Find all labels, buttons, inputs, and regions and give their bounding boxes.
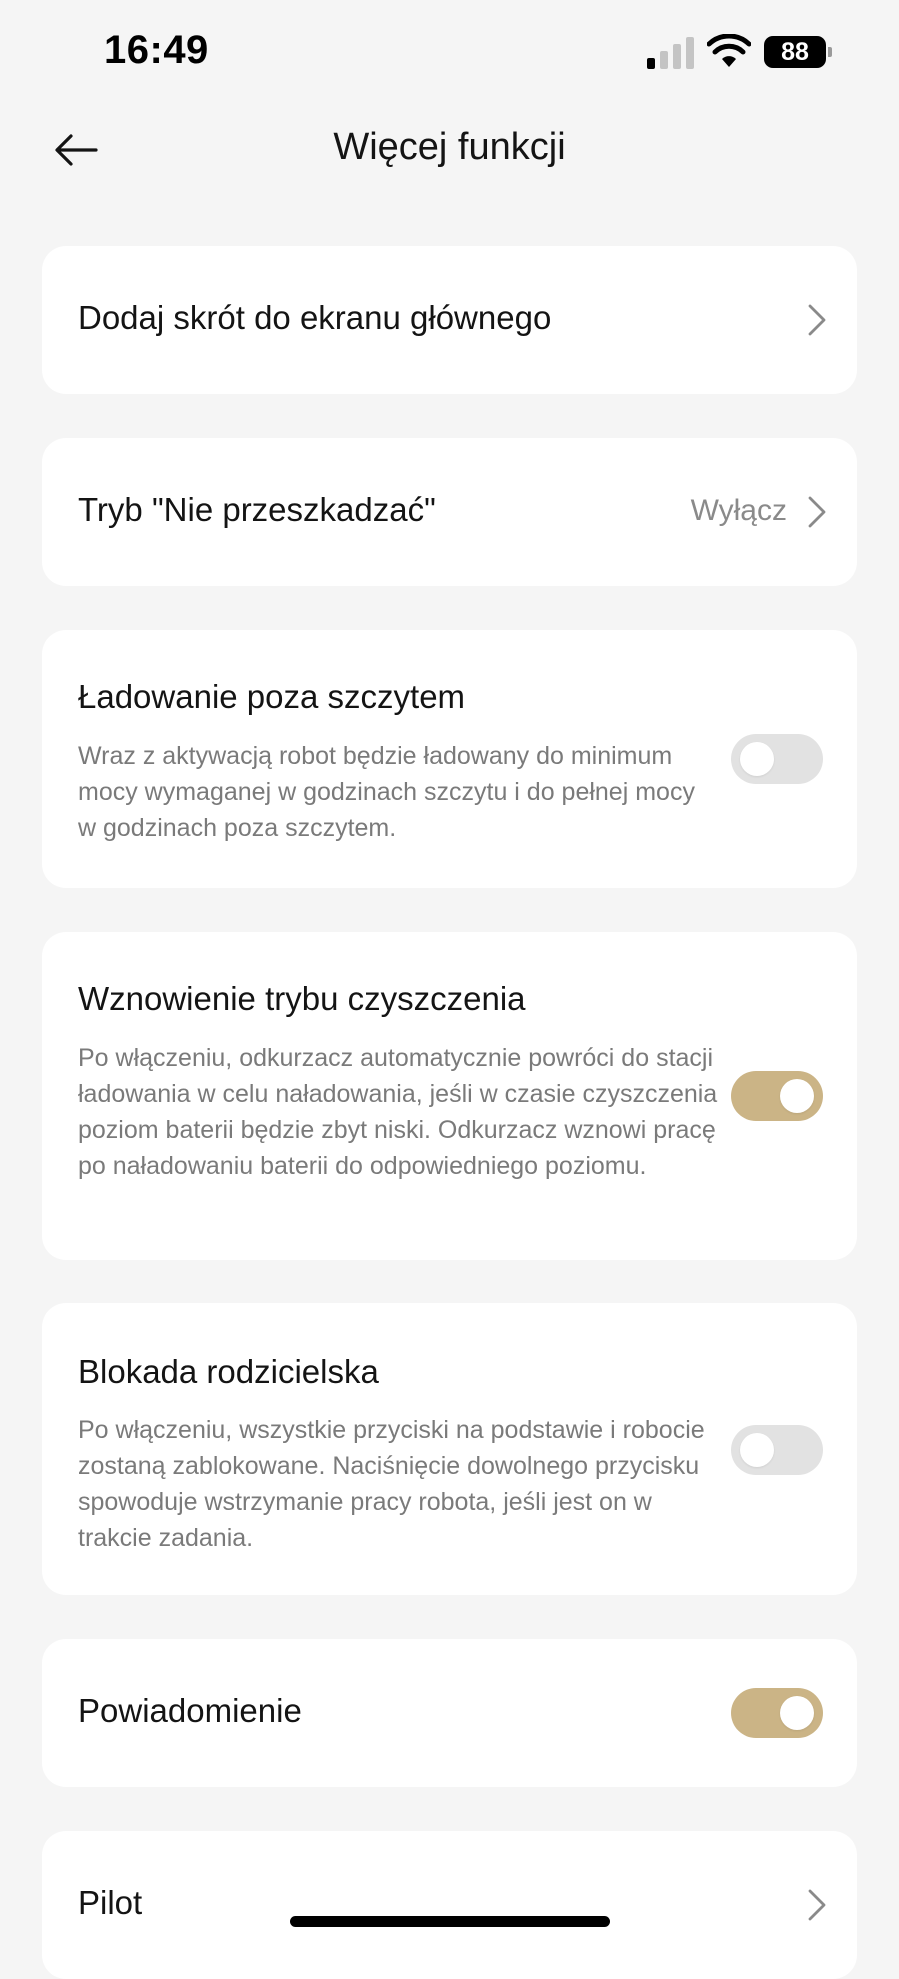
toggle-knob [780,1079,814,1113]
battery-tip [828,47,832,57]
status-bar [0,0,899,100]
resume-cleaning-row [42,932,857,1260]
parental-lock-label: Blokada rodzicielska [78,1353,379,1390]
battery-level: 88 [764,36,826,68]
header [0,110,899,190]
do-not-disturb-row[interactable] [42,438,857,586]
home-indicator [290,1916,610,1927]
toggle-knob [740,1433,774,1467]
off-peak-charging-toggle[interactable] [731,734,823,784]
parental-lock-toggle[interactable] [731,1425,823,1475]
resume-cleaning-label: Wznowienie trybu czyszczenia [78,980,526,1017]
cellular-signal-icon [646,36,694,70]
off-peak-charging-row [42,630,857,888]
off-peak-charging-description: Wraz z aktywacją robot będzie ładowany do minimum mocy wymaganej w godzinach szczytu i do pełnej mocy w godzinach poza szczytem. [78,742,695,842]
do-not-disturb-label: Tryb "Nie przeszkadzać" [78,491,436,528]
parental-lock-row [42,1303,857,1595]
remote-control-row[interactable] [42,1831,857,1979]
page-title: Więcej funkcji [333,126,566,168]
add-shortcut-label: Dodaj skrót do ekranu głównego [78,299,552,336]
wifi-icon [707,34,751,68]
remote-control-label: Pilot [78,1884,143,1921]
off-peak-charging-label: Ładowanie poza szczytem [78,678,466,715]
do-not-disturb-value: Wyłącz [690,494,787,527]
chevron-right-icon [805,303,829,337]
toggle-knob [780,1696,814,1730]
toggle-knob [740,742,774,776]
notification-label: Powiadomienie [78,1692,302,1729]
resume-cleaning-description: Po włączeniu, odkurzacz automatycznie powróci do stacji ładowania w celu naładowania, jeśli w czasie czyszczenia poziom baterii będzie zbyt niski. Odkurzacz wznowi pracę po naładowaniu baterii do odpowiedniego poziomu. [78,1044,718,1180]
resume-cleaning-toggle[interactable] [731,1071,823,1121]
battery-indicator [764,36,832,68]
parental-lock-description: Po włączeniu, wszystkie przyciski na podstawie i robocie zostaną zablokowane. Naciśnięcie dowolnego przycisku spowoduje wstrzymanie pracy robota, jeśli jest on w trakcie zadania. [78,1416,705,1552]
notification-row [42,1639,857,1787]
notification-toggle[interactable] [731,1688,823,1738]
add-shortcut-row[interactable] [42,246,857,394]
chevron-right-icon [805,495,829,529]
status-time: 16:49 [104,28,209,72]
chevron-right-icon [805,1888,829,1922]
